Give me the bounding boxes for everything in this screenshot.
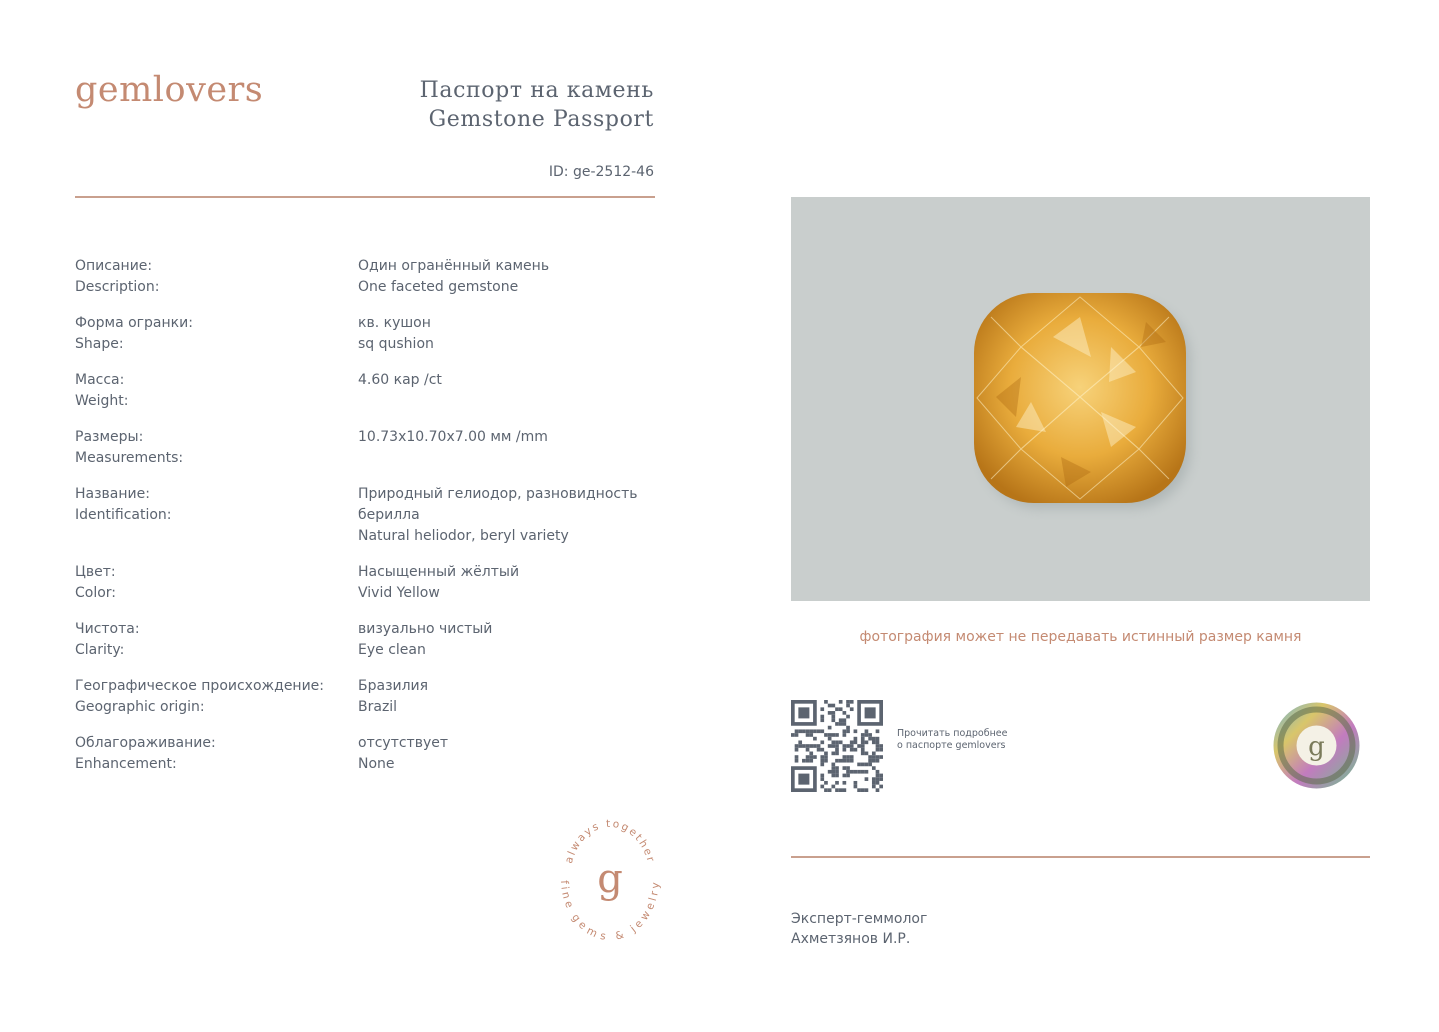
field-value <box>358 484 655 547</box>
qr-caption <box>897 728 1007 752</box>
field-value-line: sq qushion <box>358 336 434 352</box>
field-value-line: кв. кушон <box>358 315 431 331</box>
field-row <box>75 256 655 298</box>
field-label <box>75 619 358 661</box>
field-label-en: Description: <box>75 279 160 295</box>
brand-logo: gemlovers <box>75 70 264 110</box>
field-value <box>358 427 655 469</box>
field-label-en: Identification: <box>75 507 172 523</box>
field-label <box>75 427 358 469</box>
field-value-line: Brazil <box>358 699 398 715</box>
expert-title: Эксперт-геммолог <box>791 911 928 927</box>
field-value-line: визуально чистый <box>358 621 493 637</box>
field-label <box>75 562 358 604</box>
field-label <box>75 676 358 718</box>
field-label-en: Measurements: <box>75 450 184 466</box>
title-en: Gemstone Passport <box>428 107 654 132</box>
field-value <box>358 676 655 718</box>
passport-id: ID: ge-2512-46 <box>548 164 654 180</box>
field-label-ru: Географическое происхождение: <box>75 678 325 694</box>
field-label <box>75 256 358 298</box>
field-value <box>358 733 655 775</box>
field-value <box>358 256 655 298</box>
field-value-line: 10.73x10.70x7.00 мм /mm <box>358 429 548 445</box>
page-title <box>420 76 654 134</box>
field-label-en: Color: <box>75 585 117 601</box>
field-value <box>358 562 655 604</box>
field-value-line: Бразилия <box>358 678 429 694</box>
field-value-line: отсутствует <box>358 735 449 751</box>
field-row <box>75 562 655 604</box>
field-value-line: Один огранённый камень <box>358 258 550 274</box>
qr-code[interactable] <box>791 700 883 792</box>
field-row <box>75 427 655 469</box>
stamp-letter: g <box>597 856 623 902</box>
field-row <box>75 619 655 661</box>
gem-photo <box>791 197 1370 601</box>
field-value <box>358 619 655 661</box>
field-value-line: Насыщенный жёлтый <box>358 564 520 580</box>
field-label-ru: Описание: <box>75 258 153 274</box>
title-ru: Паспорт на камень <box>419 78 654 103</box>
photo-disclaimer: фотография может не передавать истинный размер камня <box>859 629 1302 645</box>
field-value <box>358 313 655 355</box>
field-value-line: Природный гелиодор, разновидность <box>358 486 638 502</box>
field-label-en: Enhancement: <box>75 756 177 772</box>
field-label-ru: Облагораживание: <box>75 735 216 751</box>
field-label-ru: Форма огранки: <box>75 315 193 331</box>
field-label-en: Geographic origin: <box>75 699 205 715</box>
field-label-ru: Размеры: <box>75 429 144 445</box>
field-row <box>75 733 655 775</box>
field-label-ru: Чистота: <box>75 621 140 637</box>
field-row <box>75 370 655 412</box>
field-label-ru: Масса: <box>75 372 125 388</box>
field-value <box>358 370 655 412</box>
field-label <box>75 484 358 547</box>
field-value-line: берилла <box>358 507 420 523</box>
stamp-bottom-text: fine gems & jewelry <box>557 880 663 944</box>
field-value-line: Eye clean <box>358 642 426 658</box>
hologram-letter: g <box>1308 732 1325 762</box>
field-value-line: 4.60 кар /ct <box>358 372 442 388</box>
field-label-en: Weight: <box>75 393 129 409</box>
field-row <box>75 313 655 355</box>
field-label-en: Clarity: <box>75 642 125 658</box>
hologram-seal <box>1273 702 1360 789</box>
field-row <box>75 484 655 547</box>
qr-caption-line1: Прочитать подробнее <box>897 728 1008 739</box>
stamp-top-text: always together <box>562 817 658 865</box>
field-label-en: Shape: <box>75 336 124 352</box>
field-value-line: Natural heliodor, beryl variety <box>358 528 569 544</box>
field-label <box>75 370 358 412</box>
gem-properties <box>75 256 655 790</box>
field-label-ru: Название: <box>75 486 150 502</box>
expert-name: Ахметзянов И.Р. <box>791 931 911 947</box>
expert-signature <box>791 909 927 949</box>
header-divider <box>75 196 655 198</box>
field-label <box>75 313 358 355</box>
field-row <box>75 676 655 718</box>
field-label <box>75 733 358 775</box>
field-value-line: None <box>358 756 395 772</box>
gemstone-image <box>791 197 1370 601</box>
field-label-ru: Цвет: <box>75 564 116 580</box>
brand-stamp <box>556 812 664 946</box>
field-value-line: One faceted gemstone <box>358 279 519 295</box>
field-value-line: Vivid Yellow <box>358 585 440 601</box>
footer-divider <box>791 856 1370 858</box>
qr-caption-line2: о паспорте gemlovers <box>897 740 1006 751</box>
